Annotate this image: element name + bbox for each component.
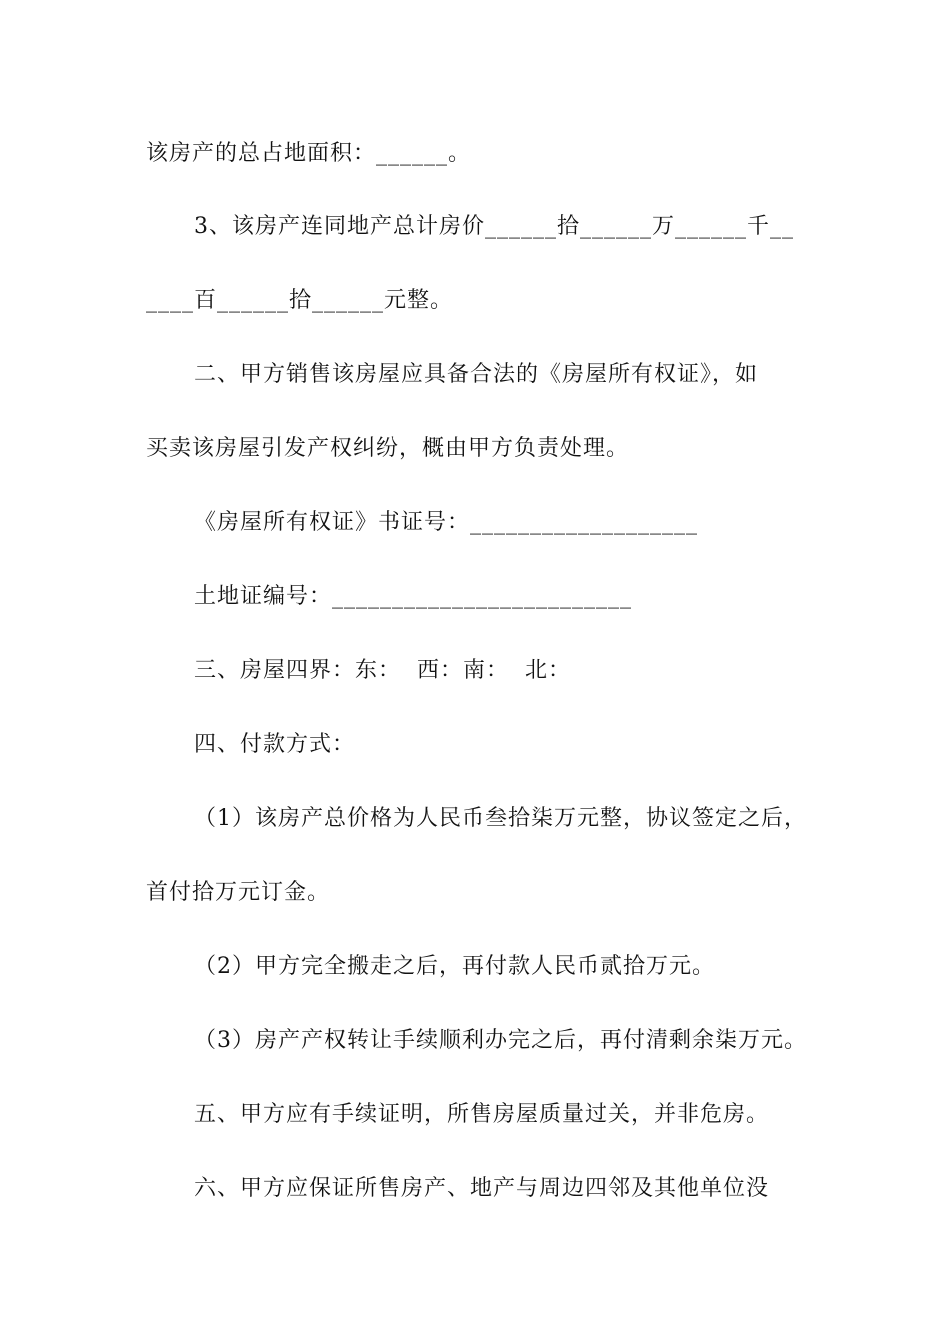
- text-line-payment-1: （1）该房产总价格为人民币叁拾柒万元整，协议签定之后，: [194, 806, 807, 831]
- text-line-total-area: 该房产的总占地面积：______。: [146, 141, 472, 166]
- text-line-section-six: 六、甲方应保证所售房产、地产与周边四邻及其他单位没: [194, 1176, 770, 1201]
- text-line-payment-2: （2）甲方完全搬走之后，再付款人民币贰拾万元。: [194, 954, 715, 979]
- text-line-land-certificate: 土地证编号：_________________________: [194, 584, 633, 609]
- text-line-section-two-cont: 买卖该房屋引发产权纠纷，概由甲方负责处理。: [146, 436, 630, 461]
- text-line-certificate-number: 《房屋所有权证》书证号：___________________: [194, 510, 699, 535]
- text-line-payment-1-cont: 首付拾万元订金。: [146, 880, 331, 905]
- text-line-total-price-cont: ____百______拾______元整。: [146, 288, 454, 313]
- text-line-payment-3: （3）房产产权转让手续顺利办完之后，再付清剩余柒万元。: [194, 1028, 807, 1053]
- text-line-section-five: 五、甲方应有手续证明，所售房屋质量过关，并非危房。: [194, 1102, 770, 1127]
- text-line-section-four: 四、付款方式：: [194, 732, 356, 757]
- text-line-section-three: 三、房屋四界：东： 西：南： 北：: [194, 658, 571, 683]
- text-line-total-price: 3、该房产连同地产总计房价______拾______万______千__: [194, 214, 794, 239]
- text-line-section-two: 二、甲方销售该房屋应具备合法的《房屋所有权证》，如: [194, 362, 759, 387]
